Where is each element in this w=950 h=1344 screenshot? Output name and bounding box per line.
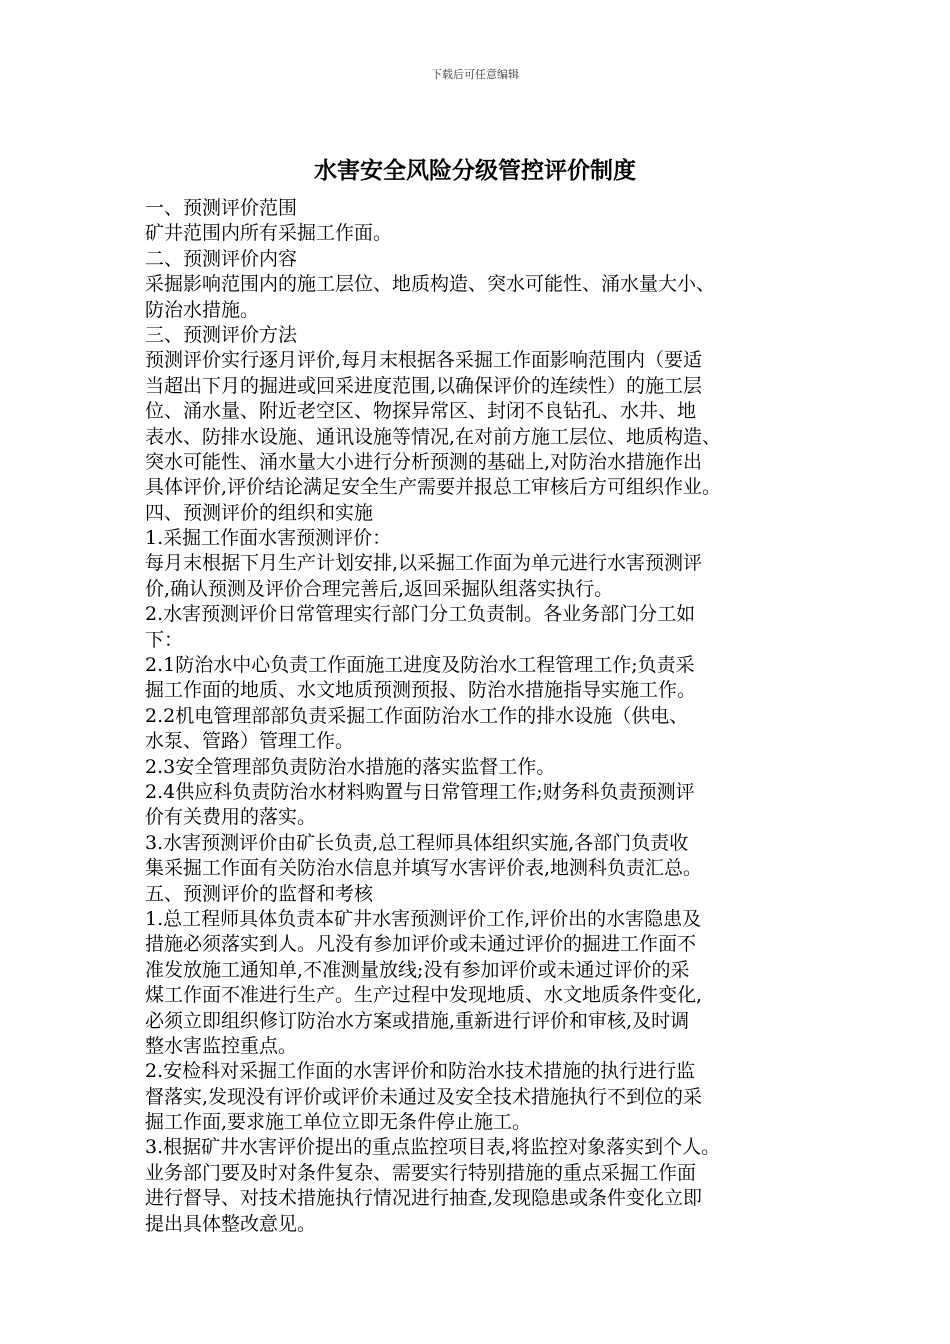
header-note: 下载后可任意编辑 xyxy=(431,68,519,81)
body-line: 掘工作面,要求施工单位立即无条件停止施工。 xyxy=(145,1111,532,1134)
body-line: 进行督导、对技术措施执行情况进行抽查,发现隐患或条件变化立即 xyxy=(145,1187,703,1210)
body-line: 1.总工程师具体负责本矿井水害预测评价工作,评价出的水害隐患及 xyxy=(145,907,702,930)
body-line: 采掘影响范围内的施工层位、地质构造、突水可能性、涌水量大小、 xyxy=(145,273,716,296)
body-line: 防治水措施。 xyxy=(145,298,260,321)
body-line: 煤工作面不准进行生产。生产过程中发现地质、水文地质条件变化, xyxy=(145,984,703,1007)
body-line: 掘工作面的地质、水文地质预测预报、防治水措施指导实施工作。 xyxy=(145,679,697,702)
body-line: 具体评价,评价结论满足安全生产需要并报总工审核后方可组织作业。 xyxy=(145,476,722,499)
body-line: 业务部门要及时对条件复杂、需要实行特别措施的重点采掘工作面 xyxy=(145,1161,697,1184)
body-line: 2.2机电管理部部负责采掘工作面防治水工作的排水设施（供电、 xyxy=(145,704,689,727)
body-line: 当超出下月的掘进或回采进度范围,以确保评价的连续性）的施工层 xyxy=(145,374,703,397)
body-line: 价有关费用的落实。 xyxy=(145,806,317,829)
body-line: 2.安检科对采掘工作面的水害评价和防治水技术措施的执行进行监 xyxy=(145,1060,696,1083)
body-line: 必须立即组织修订防治水方案或措施,重新进行评价和审核,及时调 xyxy=(145,1009,690,1032)
body-line: 措施必须落实到人。凡没有参加评价或未通过评价的掘进工作面不 xyxy=(145,933,697,956)
document-body xyxy=(145,196,825,1237)
body-line: 1.采掘工作面水害预测评价： xyxy=(145,527,392,550)
body-line: 整水害监控重点。 xyxy=(145,1034,298,1057)
body-line: 一、预测评价范围 xyxy=(145,197,298,219)
body-line: 督落实,发现没有评价或评价未通过及安全技术措施执行不到位的采 xyxy=(145,1085,703,1108)
body-line: 集采掘工作面有关防治水信息并填写水害评价表,地测科负责汇总。 xyxy=(145,857,703,880)
body-line: 四、预测评价的组织和实施 xyxy=(145,501,374,524)
body-line: 2.3安全管理部负责防治水措施的落实监督工作。 xyxy=(145,755,556,778)
body-line: 3.根据矿井水害评价提出的重点监控项目表,将监控对象落实到个人。 xyxy=(145,1136,721,1159)
body-line: 突水可能性、涌水量大小进行分析预测的基础上,对防治水措施作出 xyxy=(145,450,703,473)
body-line: 下： xyxy=(145,628,184,651)
body-line: 2.水害预测评价日常管理实行部门分工负责制。各业务部门分工如 xyxy=(145,603,696,626)
body-line: 3.水害预测评价由矿长负责,总工程师具体组织实施,各部门负责收 xyxy=(145,831,689,854)
body-line: 矿井范围内所有采掘工作面。 xyxy=(145,222,393,245)
body-line: 五、预测评价的监督和考核 xyxy=(145,882,374,905)
body-line: 水泵、管路）管理工作。 xyxy=(145,730,355,753)
body-line: 位、涌水量、附近老空区、物探异常区、封闭不良钻孔、水井、地 xyxy=(145,400,697,423)
body-line: 三、预测评价方法 xyxy=(145,323,298,346)
document-title: 水害安全风险分级管控评价制度 xyxy=(314,158,636,184)
body-line: 2.1防治水中心负责工作面施工进度及防治水工程管理工作;负责采 xyxy=(145,654,695,677)
body-line: 提出具体整改意见。 xyxy=(145,1212,317,1235)
body-line: 准发放施工通知单,不准测量放线;没有参加评价或未通过评价的采 xyxy=(145,958,690,981)
body-line: 表水、防排水设施、通讯设施等情况,在对前方施工层位、地质构造、 xyxy=(145,425,722,448)
body-line: 2.4供应科负责防治水材料购置与日常管理工作;财务科负责预测评 xyxy=(145,780,695,803)
body-line: 二、预测评价内容 xyxy=(145,247,298,270)
body-line: 预测评价实行逐月评价,每月末根据各采掘工作面影响范围内（要适 xyxy=(145,349,703,372)
body-line: 价,确认预测及评价合理完善后,返回采掘队组落实执行。 xyxy=(145,577,614,600)
body-line: 每月末根据下月生产计划安排,以采掘工作面为单元进行水害预测评 xyxy=(145,552,703,575)
